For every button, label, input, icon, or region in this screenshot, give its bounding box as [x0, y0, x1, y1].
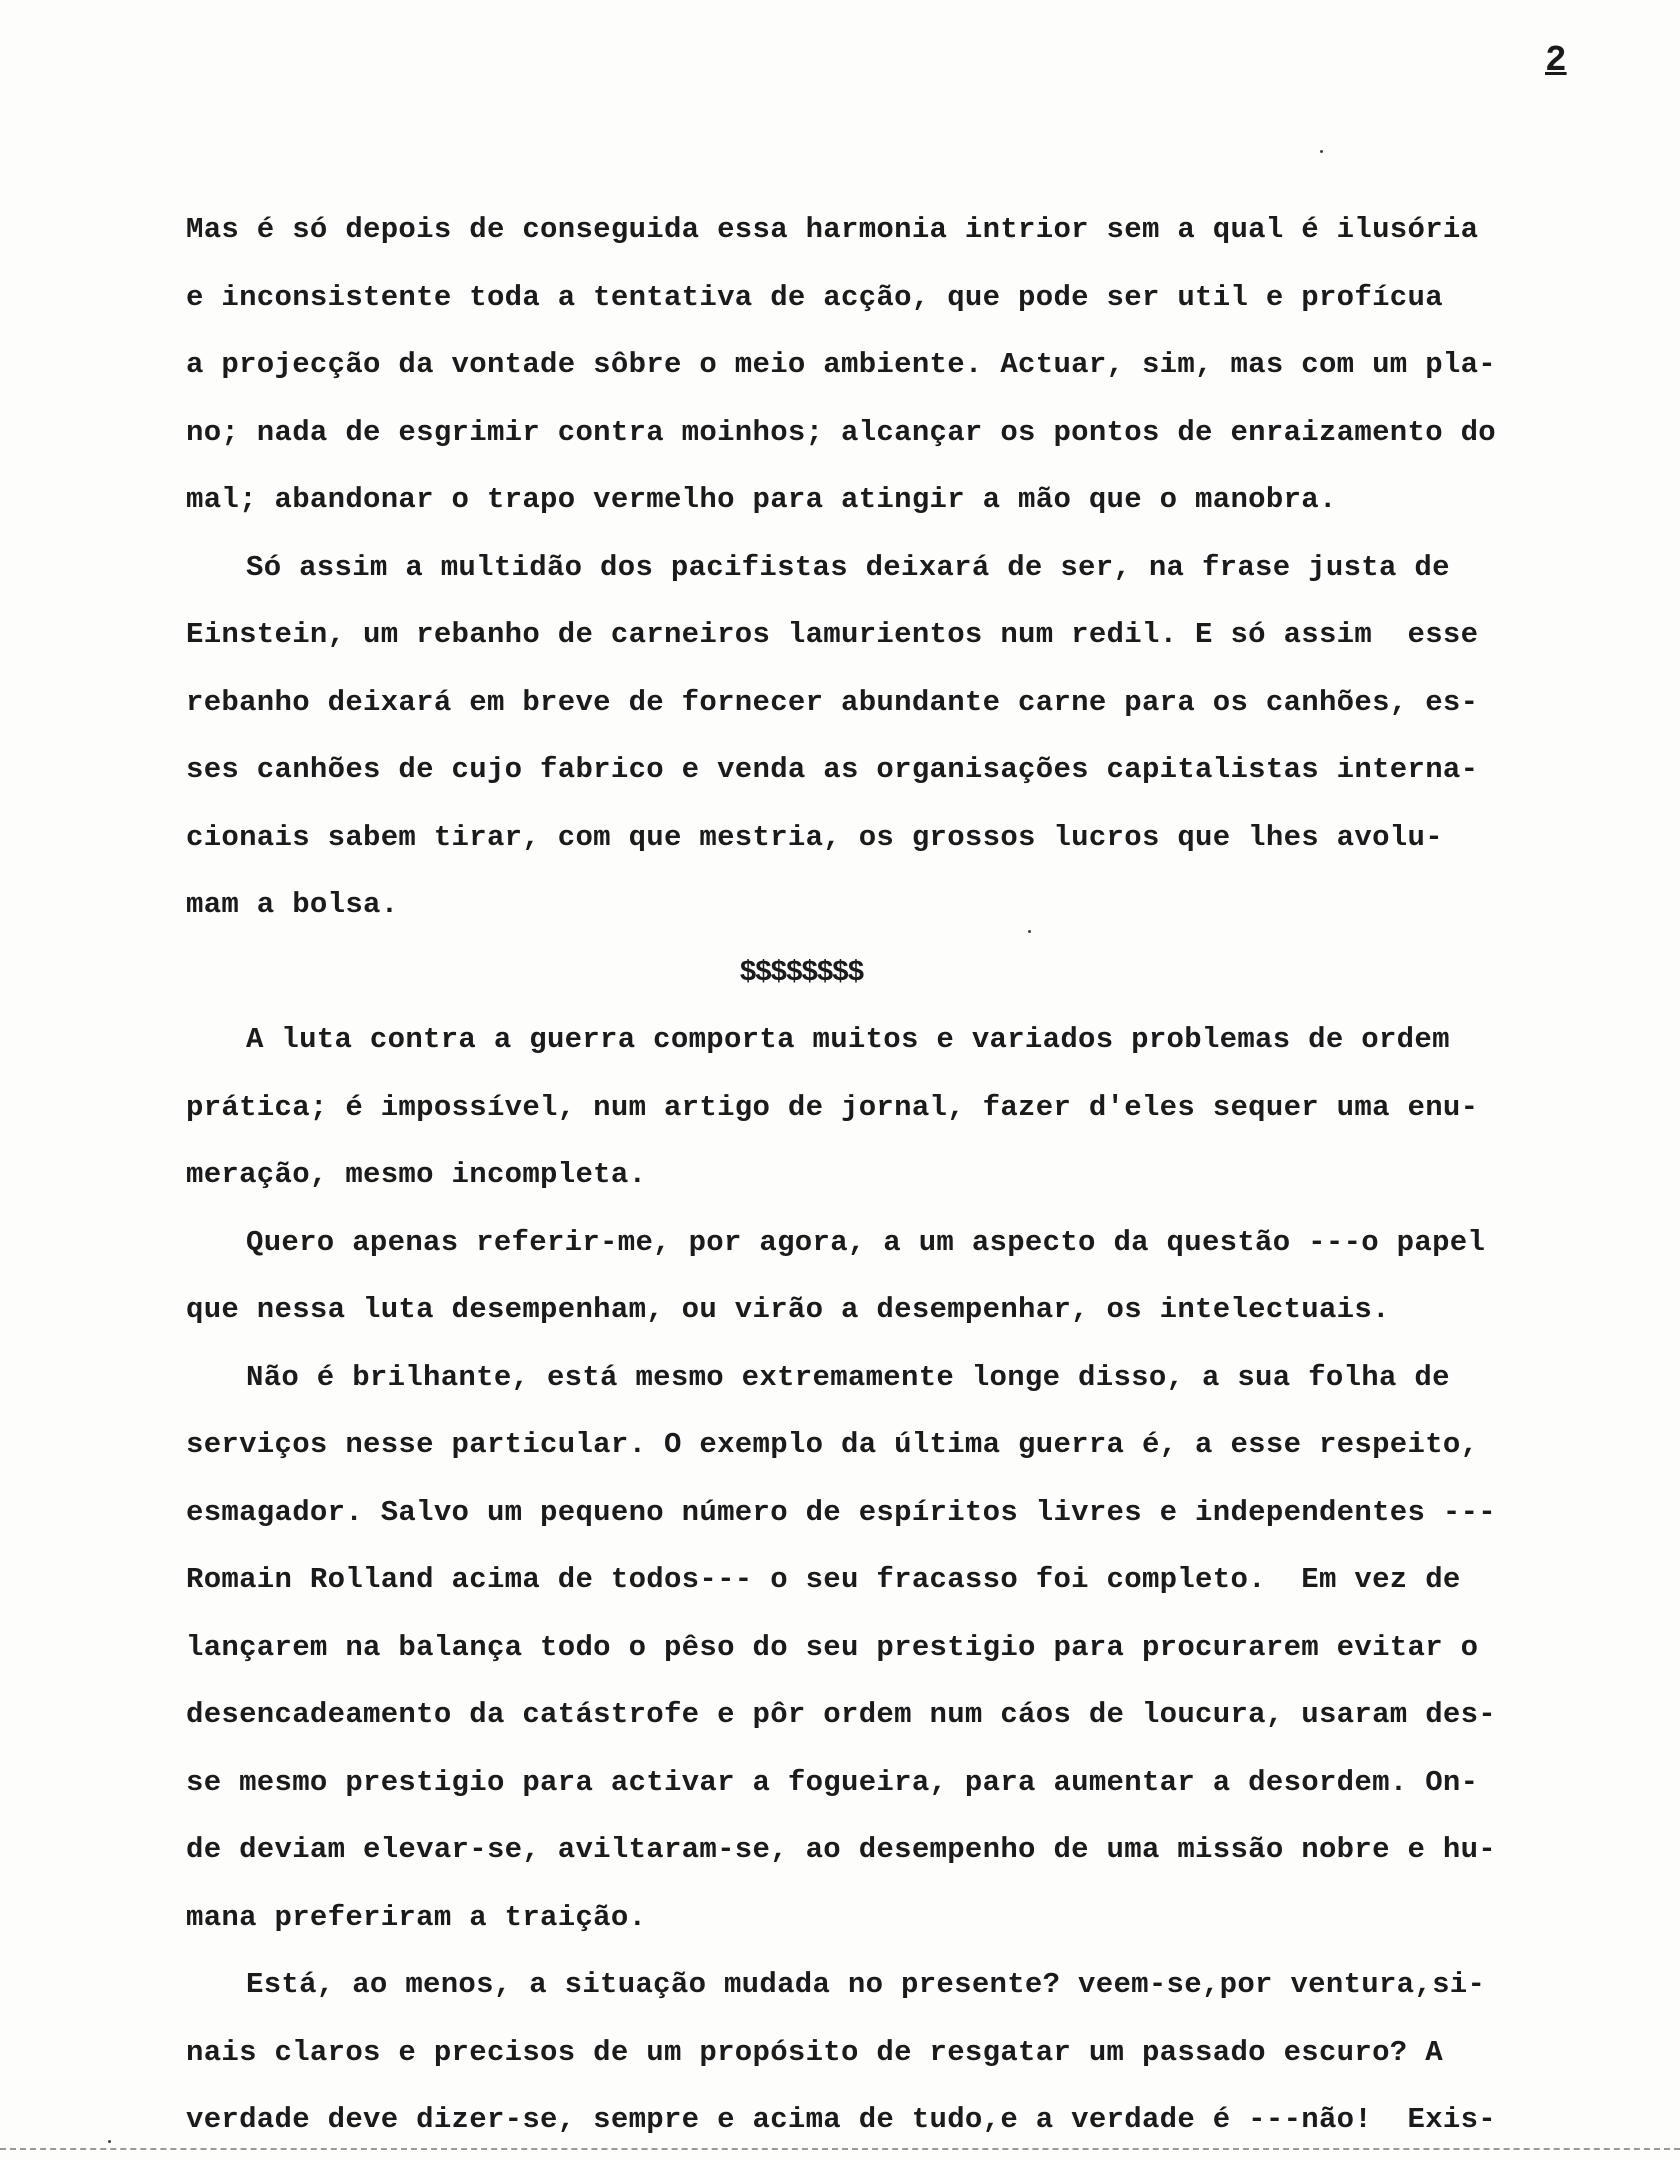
text-line: ses canhões de cujo fabrico e venda as organisações capitalistas interna-: [186, 753, 1479, 786]
text-line: A luta contra a guerra comporta muitos e variados problemas de ordem: [246, 1023, 1450, 1056]
text-line: esmagador. Salvo um pequeno número de espíritos livres e independentes ---: [186, 1495, 1497, 1529]
paragraph: [186, 196, 1666, 534]
text-line: serviços nesse particular. O exemplo da última guerra é, a esse respeito,: [186, 1428, 1479, 1461]
text-line: lançarem na balança todo o pêso do seu prestigio para procurarem evitar o: [186, 1630, 1479, 1664]
paragraph: [186, 1209, 1666, 1344]
text-line: no; nada de esgrimir contra moinhos; alcançar os pontos de enraizamento do: [186, 415, 1497, 449]
text-line: nais claros e precisos de um propósito de resgatar um passado escuro? A: [186, 2035, 1443, 2069]
text-line: meração, mesmo incompleta.: [186, 1158, 647, 1191]
text-line: Só assim a multidão dos pacifistas deixará de ser, na frase justa de: [246, 550, 1450, 584]
text-line: rebanho deixará em breve de fornecer abundante carne para os canhões, es-: [186, 685, 1479, 719]
paper-speck: [108, 2140, 111, 2143]
text-line: cionais sabem tirar, com que mestria, os grossos lucros que lhes avolu-: [186, 820, 1443, 854]
typed-text-body: [186, 196, 1666, 2154]
text-line: mana preferiram a traição.: [186, 1900, 647, 1934]
text-line: mam a bolsa.: [186, 888, 399, 921]
text-line: Está, ao menos, a situação mudada no presente? veem-se,por ventura,si-: [246, 1968, 1486, 2001]
text-line: Mas é só depois de conseguida essa harmonia intrior sem a qual é ilusória: [186, 213, 1479, 246]
text-line: mal; abandonar o trapo vermelho para atingir a mão que o manobra.: [186, 483, 1337, 516]
text-line: desencadeamento da catástrofe e pôr ordem num cáos de loucura, usaram des-: [186, 1698, 1497, 1731]
text-line: se mesmo prestigio para activar a fogueira, para aumentar a desordem. On-: [186, 1765, 1479, 1799]
section-separator: $$$$$$$$: [739, 955, 863, 989]
text-line: Einstein, um rebanho de carneiros lamurientos num redil. E só assim esse: [186, 618, 1479, 651]
text-line: Romain Rolland acima de todos--- o seu fracasso foi completo. Em vez de: [186, 1563, 1461, 1596]
text-line: e inconsistente toda a tentativa de acção, que pode ser util e profícua: [186, 280, 1443, 314]
text-line: verdade deve dizer-se, sempre e acima de tudo,e a verdade é ---não! Exis-: [186, 2103, 1497, 2136]
paper-speck: [1028, 930, 1031, 933]
text-line: que nessa luta desempenham, ou virão a desempenhar, os intelectuais.: [186, 1293, 1390, 1326]
paper-speck: [1320, 150, 1323, 153]
text-line: de deviam elevar-se, aviltaram-se, ao desempenho de uma missão nobre e hu-: [186, 1833, 1497, 1866]
paragraph: [186, 1951, 1666, 2154]
paragraph: [186, 534, 1666, 939]
text-line: Não é brilhante, está mesmo extremamente longe disso, a sua folha de: [246, 1360, 1450, 1394]
text-line: a projecção da vontade sôbre o meio ambiente. Actuar, sim, mas com um pla-: [186, 348, 1497, 381]
page-number: 2: [1545, 40, 1567, 81]
paragraph: [186, 1344, 1666, 1952]
page-bottom-edge: [0, 2148, 1680, 2150]
text-line: Quero apenas referir-me, por agora, a um aspecto da questão ---o papel: [246, 1225, 1486, 1259]
paragraph: [186, 1006, 1666, 1209]
text-line: prática; é impossível, num artigo de jornal, fazer d'eles sequer uma enu-: [186, 1090, 1479, 1124]
